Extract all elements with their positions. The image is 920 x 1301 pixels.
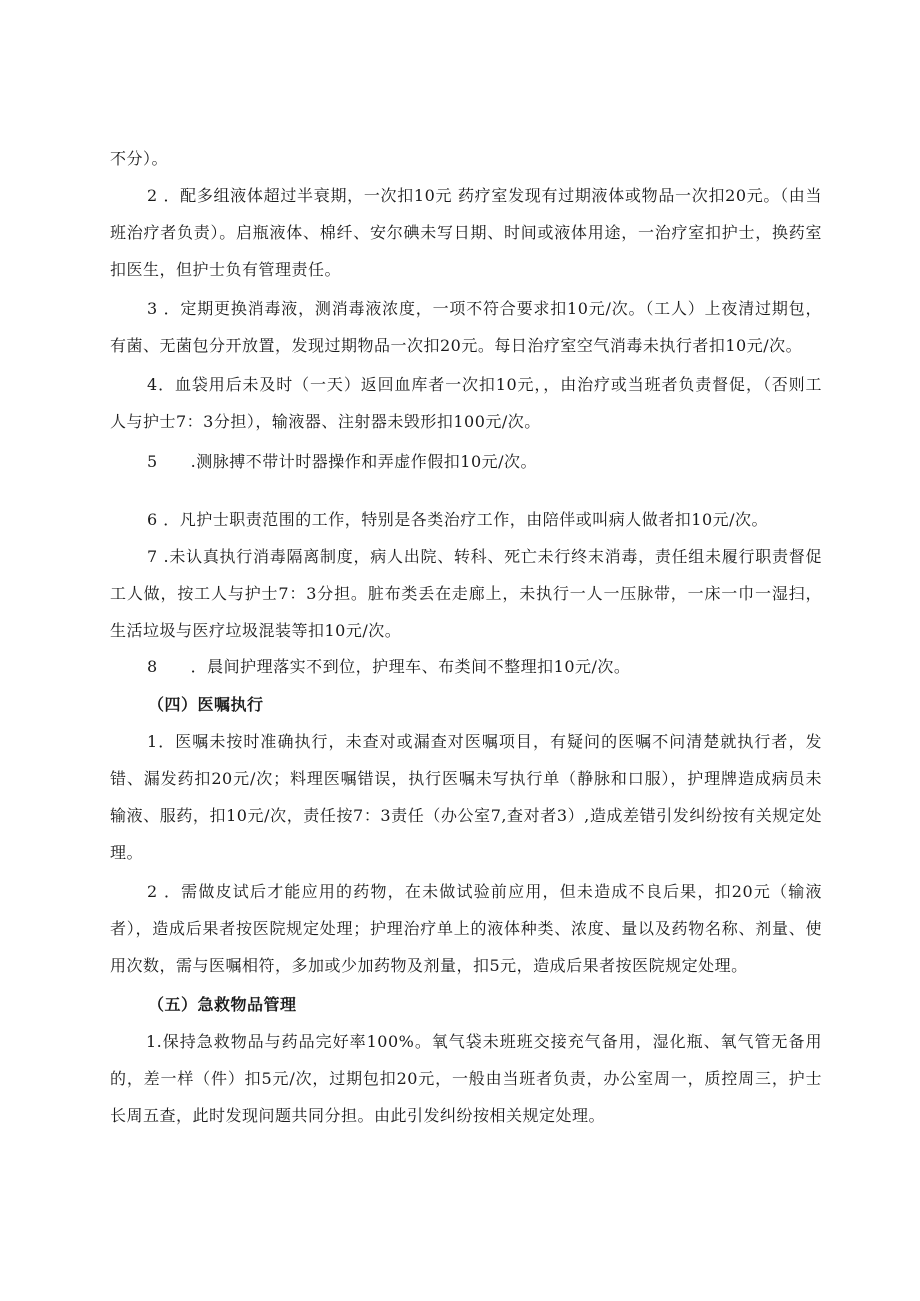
paragraph-3-5: 5 .测脉搏不带计时器操作和弄虚作假扣10元/次。 [147,452,538,471]
paragraph-3-4: 4．血袋用后未及时（一天）返回血库者一次扣10元，，由治疗或当班者负责督促，（否则工人与护士7：3分担），输液器、注射器未毁形扣100元/次。 [110,375,822,431]
paragraph-5-1: 1.保持急救物品与药品完好率100%。氧气袋未班班交接充气备用，湿化瓶、氧气管无备用的，差一样（件）扣5元/次，过期包扣20元，一般由当班者负责，办公室周一，质控周三，护士长周五查，此时发现问题共同分担。由此引发纠纷按相关规定处理。 [110,1032,822,1125]
paragraph-3-8: 8 ．晨间护理落实不到位，护理车、布类间不整理扣10元/次。 [147,657,631,676]
paragraph-4-1: 1．医嘱未按时准确执行，未查对或漏查对医嘱项目，有疑问的医嘱不问清楚就执行者，发错、漏发药扣20元/次；料理医嘱错误，执行医嘱未写执行单（静脉和口服），护理牌造成病员未输液、服药，扣10元/次，责任按7：3责任（办公室7,查对者3）,造成差错引发纠纷按有关规定处理。 [110,732,822,862]
section-heading-4: （四）医嘱执行 [148,695,264,714]
paragraph-3-6: 6 ．凡护士职责范围的工作，特别是各类治疗工作，由陪伴或叫病人做者扣10元/次。 [147,510,769,529]
paragraph-continuation: 不分）。 [110,149,169,168]
paragraph-3-3: 3 ．定期更换消毒液，测消毒液浓度，一项不符合要求扣10元/次。（工人）上夜清过期包，有菌、无菌包分开放置，发现过期物品一次扣20元。每日治疗室空气消毒未执行者扣10元/次。 [110,299,822,355]
paragraph-3-7: 7 .未认真执行消毒隔离制度，病人出院、转科、死亡未行终末消毒，责任组未履行职责督促工人做，按工人与护士7：3分担。脏布类丢在走廊上，未执行一人一压脉带，一床一巾一湿扫，生活垃圾与医疗垃圾混装等扣10元/次。 [110,547,822,640]
paragraph-3-2: 2 ．配多组液体超过半衰期，一次扣10元 药疗室发现有过期液体或物品一次扣20元。（由当班治疗者负责）。启瓶液体、棉纤、安尔碘未写日期、时间或液体用途，一治疗室扣护士，换药室扣医生，但护士负有管理责任。 [110,186,822,279]
section-heading-5: （五）急救物品管理 [148,995,297,1014]
paragraph-4-2: 2 ．需做皮试后才能应用的药物，在未做试验前应用，但未造成不良后果，扣20元（输液者），造成后果者按医院规定处理；护理治疗单上的液体种类、浓度、量以及药物名称、剂量、使用次数，需与医嘱相符，多加或少加药物及剂量，扣5元，造成后果者按医院规定处理。 [110,882,822,975]
